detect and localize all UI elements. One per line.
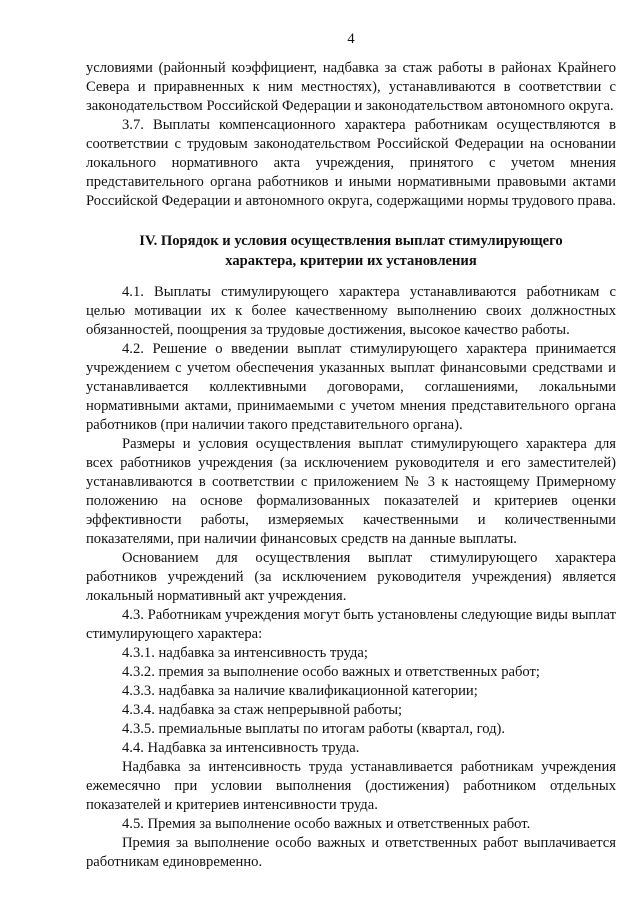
list-item-4-4: 4.4. Надбавка за интенсивность труда. [122, 740, 360, 756]
list-item-4-3-2: 4.3.2. премия за выполнение особо важных и ответственных работ; [122, 664, 540, 680]
section-heading-line-2: характера, критерии их установления [225, 253, 477, 269]
paragraph-4-1: 4.1. Выплаты стимулирующего характера устанавливаются работникам с целью мотивации их к более качественному выполнению своих должностных обязанностей, поощрения за трудовые достижения, высокое качество работы. [86, 284, 616, 338]
paragraph-basis: Основанием для осуществления выплат стимулирующего характера работников учреждений (за исключением руководителя учреждения) является локальный нормативный акт учреждения. [86, 550, 616, 604]
paragraph-bonus-payment: Премия за выполнение особо важных и ответственных работ выплачивается работникам единовременно. [86, 835, 616, 870]
document-page [86, 30, 616, 872]
paragraph-sizes-conditions: Размеры и условия осуществления выплат стимулирующего характера для всех работников учреждения (за исключением руководителя и его заместителей) устанавливаются в соответствии с приложением № 3 к настоящему Примерному положению на основе формализованных показателей и критериев оценки эффективности работы, измеряемых качественными и количественными показателями, при наличии финансовых средств на данные выплаты. [86, 436, 616, 547]
list-item-4-3-5: 4.3.5. премиальные выплаты по итогам работы (квартал, год). [122, 721, 506, 737]
section-heading [86, 231, 616, 271]
paragraph-4-5: 4.5. Премия за выполнение особо важных и ответственных работ. [122, 816, 531, 832]
page-number: 4 [347, 31, 355, 47]
paragraph-4-3: 4.3. Работникам учреждения могут быть установлены следующие виды выплат стимулирующего характера: [86, 607, 616, 642]
list-item-4-3-1: 4.3.1. надбавка за интенсивность труда; [122, 645, 368, 661]
section-heading-line-1: IV. Порядок и условия осуществления выплат стимулирующего [139, 233, 563, 249]
paragraph-3-7: 3.7. Выплаты компенсационного характера работникам осуществляются в соответствии с трудовым законодательством Российской Федерации на основании локального нормативного акта учреждения, принятого с учетом мнения представительного органа работников и иными нормативными правовыми актами Российской Федерации и автономного округа, содержащими нормы трудового права. [86, 117, 616, 209]
paragraph-continuation: условиями (районный коэффициент, надбавка за стаж работы в районах Крайнего Севера и приравненных к ним местностях), устанавливаются в соответствии с законодательством Российской Федерации и законодательством автономного округа. [86, 60, 616, 114]
paragraph-intensity: Надбавка за интенсивность труда устанавливается работникам учреждения ежемесячно при условии выполнения (достижения) работником отдельных показателей и критериев интенсивности труда. [86, 759, 616, 813]
list-item-4-3-4: 4.3.4. надбавка за стаж непрерывной работы; [122, 702, 403, 718]
list-item-4-3-3: 4.3.3. надбавка за наличие квалификационной категории; [122, 683, 478, 699]
paragraph-4-2: 4.2. Решение о введении выплат стимулирующего характера принимается учреждением с учетом обеспечения указанных выплат финансовыми средствами и устанавливается коллективными договорами, соглашениями, локальными нормативными актами, принимаемыми с учетом мнения представительного органа работников (при наличии такого представительного органа). [86, 341, 616, 433]
